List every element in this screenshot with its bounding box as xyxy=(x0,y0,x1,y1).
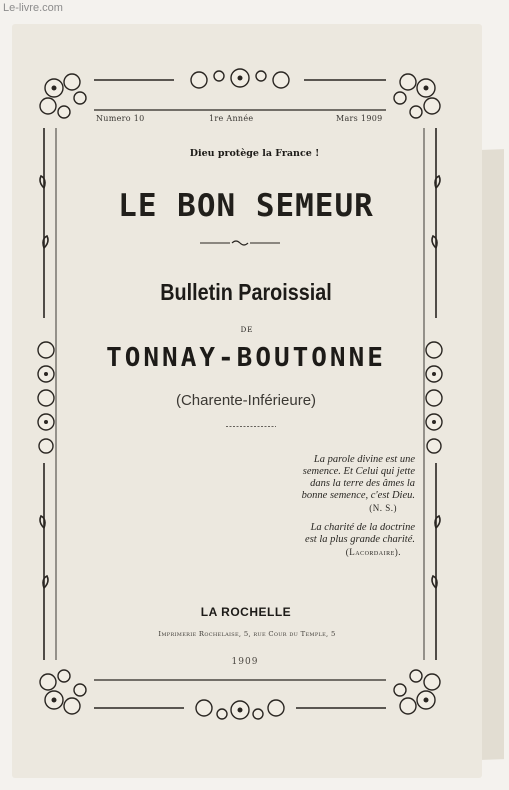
quote-line: La charité de la doctrine xyxy=(310,522,415,533)
bulletin-subtitle: Bulletin Paroissial xyxy=(160,279,332,305)
divider-ornament xyxy=(226,424,276,429)
imprint-city: LA ROCHELLE xyxy=(200,605,292,619)
issue-year: 1re Année xyxy=(209,114,254,123)
bulletin-title: LE BON SEMEUR xyxy=(118,188,374,224)
parish-name: TONNAY-BOUTONNE xyxy=(106,343,386,373)
quote-line: est la plus grande charité. xyxy=(305,534,415,545)
corner-flower-bottom-right xyxy=(394,670,440,714)
quote-author: (N. S.) xyxy=(369,503,397,513)
quote-line: semence. Et Celui qui jette xyxy=(302,466,415,477)
lacordaire-quote xyxy=(243,522,415,558)
region-name: (Charente-Inférieure) xyxy=(175,392,317,409)
site-watermark: Le-livre.com xyxy=(3,2,63,14)
title-ornament xyxy=(200,240,280,246)
motto: Dieu protège la France ! xyxy=(189,148,320,159)
scripture-quote xyxy=(243,454,415,514)
issue-date: Mars 1909 xyxy=(336,114,383,123)
imprint-printer: Imprimerie Rochelaise, 5, rue Cour du Temple, 5 xyxy=(158,630,336,638)
issue-number: Numero 10 xyxy=(96,114,145,123)
corner-flower-bottom-left xyxy=(40,670,86,714)
corner-flower-top-right xyxy=(394,74,440,118)
quote-line: La parole divine est une xyxy=(313,454,415,465)
corner-flower-top-left xyxy=(40,74,86,118)
connector-word: DE xyxy=(240,326,254,334)
imprint-year: 1909 xyxy=(231,657,259,667)
quote-author: (Lacordaire). xyxy=(345,547,401,557)
quote-line: bonne semence, c'est Dieu. xyxy=(301,490,415,501)
quote-line: dans la terre des âmes la xyxy=(310,478,415,489)
